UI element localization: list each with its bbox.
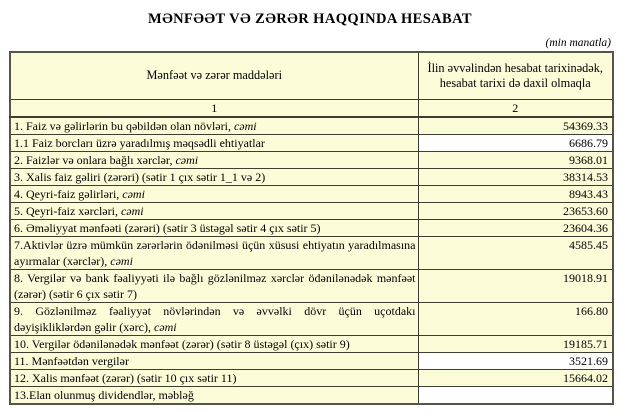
row-label-suffix: cəmi bbox=[120, 204, 144, 218]
row-label-suffix: cəmi bbox=[153, 320, 177, 334]
row-value: 166.80 bbox=[418, 303, 613, 336]
row-label-text: 10. Vergilər ödənilənədək mənfəət (zərər) (sətir 8 üstəgəl (çıx) sətir 9) bbox=[14, 337, 350, 351]
row-label bbox=[10, 203, 418, 220]
row-value: 54369.33 bbox=[418, 117, 613, 135]
row-label bbox=[10, 353, 418, 370]
row-label-text: 11. Mənfəətdən vergilər bbox=[14, 354, 129, 368]
col-index-2: 2 bbox=[418, 100, 613, 118]
row-label bbox=[10, 186, 418, 203]
row-label bbox=[10, 370, 418, 387]
row-label-text: 2. Faizlər və onlara bağlı xərclər, bbox=[14, 153, 176, 167]
row-value-input[interactable] bbox=[418, 387, 613, 405]
table-row bbox=[10, 169, 613, 186]
row-label-text: 8. Vergilər və bank fəaliyyəti ilə bağlı gözlənilməz xərclər ödənilənədək mənfəət (zərər) (sətir 6 çıx sətir 7) bbox=[14, 271, 416, 301]
col-header-items: Mənfəət və zərər maddələri bbox=[10, 52, 418, 100]
row-label-text: 5. Qeyri-faiz xərcləri, bbox=[14, 204, 121, 218]
row-label-text: 1. Faiz və gəlirlərin bu qəbildən olan növləri, bbox=[14, 119, 234, 133]
row-label bbox=[10, 237, 418, 270]
row-label bbox=[10, 152, 418, 169]
table-row bbox=[10, 336, 613, 353]
row-label bbox=[10, 336, 418, 353]
col-header-period: İlin əvvəlindən hesabat tarixinədək, hesabat tarixi də daxil olmaqla bbox=[418, 52, 613, 100]
table-row bbox=[10, 270, 613, 303]
row-value: 19018.91 bbox=[418, 270, 613, 303]
table-row bbox=[10, 220, 613, 237]
row-value: 8943.43 bbox=[418, 186, 613, 203]
header-row bbox=[10, 52, 613, 100]
table-row bbox=[10, 152, 613, 169]
row-value: 4585.45 bbox=[418, 237, 613, 270]
row-value: 19185.71 bbox=[418, 336, 613, 353]
table-row bbox=[10, 370, 613, 387]
row-label-suffix: cəmi bbox=[110, 254, 133, 268]
row-label-text: 4. Qeyri-faiz gəlirləri, bbox=[14, 187, 123, 201]
row-value-input[interactable]: 6686.79 bbox=[418, 135, 613, 152]
table-row bbox=[10, 186, 613, 203]
table-row bbox=[10, 117, 613, 135]
column-index-row bbox=[10, 100, 613, 118]
row-label-text: 13.Elan olunmuş dividendlər, məbləğ bbox=[14, 388, 194, 402]
row-label-suffix: cəmi bbox=[233, 119, 257, 133]
row-label-suffix: cəmi bbox=[175, 153, 199, 167]
table-row bbox=[10, 135, 613, 152]
table-row bbox=[10, 387, 613, 405]
row-label-text: 3. Xalis faiz gəliri (zərəri) (sətir 1 çıx sətir 1_1 və 2) bbox=[14, 170, 266, 184]
row-label bbox=[10, 270, 418, 303]
unit-note: (min manatla) bbox=[545, 37, 611, 49]
row-value: 23604.36 bbox=[418, 220, 613, 237]
row-label bbox=[10, 303, 418, 336]
table-row bbox=[10, 353, 613, 370]
row-value: 15664.02 bbox=[418, 370, 613, 387]
row-value: 9368.01 bbox=[418, 152, 613, 169]
row-label-suffix: cəmi bbox=[122, 187, 145, 201]
row-value: 38314.53 bbox=[418, 169, 613, 186]
row-label bbox=[10, 117, 418, 135]
row-label-text: 9. Gözlənilməz fəaliyyət növlərindən və əvvəlki dövr üçün uçotdakı dəyişikliklərdən gəlir (xərc), bbox=[14, 304, 416, 334]
row-label bbox=[10, 169, 418, 186]
table-row bbox=[10, 237, 613, 270]
profit-loss-table bbox=[9, 51, 614, 405]
row-label bbox=[10, 387, 418, 405]
row-label-text: 1.1 Faiz borcları üzrə yaradılmış məqsədli ehtiyatlar bbox=[14, 136, 265, 150]
table-row bbox=[10, 303, 613, 336]
row-value-input[interactable]: 3521.69 bbox=[418, 353, 613, 370]
row-label bbox=[10, 220, 418, 237]
table-row bbox=[10, 203, 613, 220]
row-label bbox=[10, 135, 418, 152]
page-title: MƏNFƏƏT VƏ ZƏRƏR HAQQINDA HESABAT bbox=[147, 11, 472, 27]
col-index-1: 1 bbox=[10, 100, 418, 118]
row-label-text: 12. Xalis mənfəət (zərər) (sətir 10 çıx sətir 11) bbox=[14, 371, 237, 385]
row-label-text: 6. Əməliyyat mənfəəti (zərəri) (sətir 3 üstəgəl sətir 4 çıx sətir 5) bbox=[14, 221, 321, 235]
row-label-text: 7.Aktivlər üzrə mümkün zərərlərin ödənilməsi üçün xüsusi ehtiyatın yaradılmasına ayırmalar (xərclər), bbox=[14, 238, 416, 268]
row-value: 23653.60 bbox=[418, 203, 613, 220]
